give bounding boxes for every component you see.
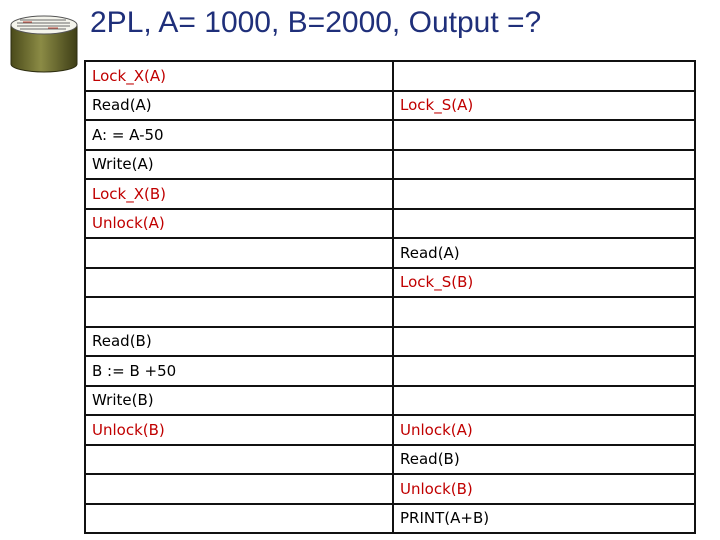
schedule-row xyxy=(85,120,695,150)
t2-cell xyxy=(393,209,695,239)
schedule-row xyxy=(85,61,695,91)
schedule-row xyxy=(85,91,695,121)
schedule-row xyxy=(85,415,695,445)
t1-cell: Read(A) xyxy=(85,91,393,121)
t2-cell xyxy=(393,150,695,180)
t1-cell: Write(B) xyxy=(85,386,393,416)
transaction-schedule-table xyxy=(84,60,696,534)
schedule-row xyxy=(85,386,695,416)
schedule-row xyxy=(85,327,695,357)
t1-cell xyxy=(85,268,393,298)
database-cylinder-icon xyxy=(8,12,80,74)
schedule-row xyxy=(85,179,695,209)
t2-cell: Lock_S(B) xyxy=(393,268,695,298)
t2-cell: Unlock(B) xyxy=(393,474,695,504)
t2-cell xyxy=(393,356,695,386)
t2-cell: Read(B) xyxy=(393,445,695,475)
schedule-row xyxy=(85,297,695,327)
schedule-row xyxy=(85,474,695,504)
t1-cell xyxy=(85,238,393,268)
t1-cell: Unlock(A) xyxy=(85,209,393,239)
schedule-row xyxy=(85,238,695,268)
t2-cell xyxy=(393,386,695,416)
schedule-row xyxy=(85,209,695,239)
slide-title: 2PL, A= 1000, B=2000, Output =? xyxy=(90,6,542,39)
t1-cell xyxy=(85,445,393,475)
t1-cell: Read(B) xyxy=(85,327,393,357)
t2-cell xyxy=(393,61,695,91)
t2-cell: PRINT(A+B) xyxy=(393,504,695,534)
t1-cell: Unlock(B) xyxy=(85,415,393,445)
t2-cell xyxy=(393,120,695,150)
t1-cell: A: = A-50 xyxy=(85,120,393,150)
t1-cell xyxy=(85,474,393,504)
t1-cell: Lock_X(B) xyxy=(85,179,393,209)
t2-cell: Lock_S(A) xyxy=(393,91,695,121)
t2-cell: Read(A) xyxy=(393,238,695,268)
t2-cell: Unlock(A) xyxy=(393,415,695,445)
t1-cell xyxy=(85,297,393,327)
schedule-row xyxy=(85,445,695,475)
t2-cell xyxy=(393,179,695,209)
schedule-body xyxy=(85,61,695,533)
t1-cell: Lock_X(A) xyxy=(85,61,393,91)
t1-cell xyxy=(85,504,393,534)
schedule-row xyxy=(85,268,695,298)
schedule-row xyxy=(85,356,695,386)
schedule-row xyxy=(85,150,695,180)
t1-cell: Write(A) xyxy=(85,150,393,180)
t1-cell: B := B +50 xyxy=(85,356,393,386)
t2-cell xyxy=(393,297,695,327)
t2-cell xyxy=(393,327,695,357)
schedule-row xyxy=(85,504,695,534)
